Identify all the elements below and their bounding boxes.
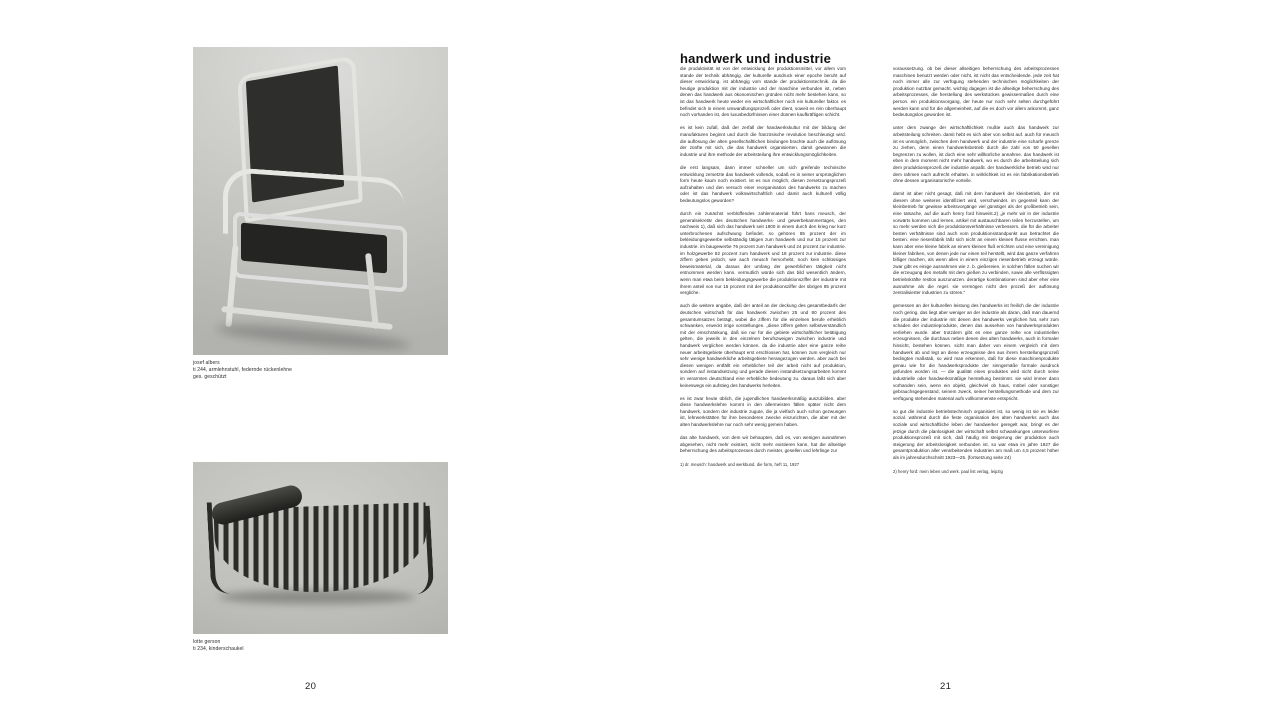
rocker-right-rail-shape [411, 506, 435, 595]
paragraph: damit ist aber nicht gesagt, daß mit dem handwerk der kleinbetrieb, der mit diesem ohne weiteres identifiziert wird, verschwindet. im gegenteil kann der kleinbetrieb für gewisse arbeitsvorgänge viel günstiger als der großbetrieb sein, eine tatsache, auf die auch henry ford hinweist.2) „je mehr wir in der industrie vorwärts kommen und lernen, artikel mit austauschbaren teilen herzustellen, um so mehr werden sich die produktionsverhältnisse verbessern. die für die arbeiter besten verhältnisse sind auch vom produktionsstandpunkt aus betrachtet die besten. eine riesenfabrik läßt sich nicht an einem kleinen flusse errichten. man kann aber eine kleine fabrik an einem kleinen fluß errichten und eine vereinigung kleiner fabriken, von denen jede nur einen teil herstellt, wird das ganze verfahren billiger machen, als wenn alles in einem einzigen riesenbetrieb erzeugt würde. zwar gibt es einige ausnahmen wie z. b. gießereien. in solchen fällen suchen wir die erzeugung des metalls mit dem gießen zu verbinden, sowie alle verflüssigten betriebskräfte restlos auszunutzen. derartige kombinationen sind aber eher eine ausnahme als die regel. sie vermögen nicht den prozeß der auflösung zentralisierter industrien zu stören.“ [893, 191, 1059, 296]
chair-front-leg-shape [225, 245, 238, 327]
childrens-rocker-photo [193, 462, 448, 634]
paragraph: es ist kein zufall, daß der zerfall der handwerkskultur mit der bildung der manufakturen beginnt und durch die französische revolution beschleunigt wird. die auflösung der alten gesellschaftlichen bindungen brachte auch die auflösung der zünfte mit sich, die das handwerk organisierten. damit gewannen die industrie und ihre methode der arbeitsteilung ihre entwicklungsmöglichkeiten. [680, 125, 846, 157]
paragraph: voraussetzung. ob bei dieser allseitigen beherrschung des arbeitsprozesses maschinen benutzt werden oder nicht, ist nicht das entscheidende. jede zeit hat noch immer alle zur verfügung stehenden technischen möglichkeiten der produktion nutzbar gemacht. wichtig dagegen ist die allseitige beherrschung des arbeitsprozesses, die herstellung des werkstückes gewissermaßen durch eine person. ein produktionsvorgang, der heute nur noch sehr selten durchgeführt werden kann und für die allgemeinheit, auf die es doch vor allem ankommt, ganz bedeutungslos geworden ist. [893, 66, 1059, 118]
paragraph: es ist zwar heute üblich, die jugendlichen handwerksmäßig auszubilden. aber diese handwerkslehre kommt in den allermeisten fällen später nicht dem handwerk, sondern der industrie zugute, die ja vielfach auch schon gezwungen ist, lehrwerkstätten für ihre besonderen zwecke einzurichten, die aber mit der alten handwerkslehre nur noch sehr wenig gemein haben. [680, 395, 846, 428]
paragraph: so gut die industrie betriebstechnisch organisiert ist, so wenig ist sie es leider sozial. während durch die feste organisation des alten handwerks auch das soziale und wirtschaftliche leben der handwerker geregelt war, bringt es der jetzige durch die planlosigkeit der wirtschaft selbst schwankungen unterworfene produktionsprozeß mit sich, daß häufig mit steigerung der produktion auch steigerung der arbeitslosigkeit verbunden ist. so war etwa im jahre 1927 die gesamtproduktion aller verarbeitenden industrien am maß um 4,5 prozent höher als im jahresdurchschnitt 1923—25. (fortsetzung seite 24) [893, 408, 1059, 461]
footnote-left: 1) dr. meusch: handwerk und werkbund. die form, heft 11, 1927 [680, 462, 800, 468]
paragraph: die erst langsam, dann immer schneller um sich greifende technische entwicklung zersetzte das handwerk vollends, sodaß es in seiner ursprünglichen form heute kaum noch existiert. ist es nun möglich, diesen zersetzungsprozeß aufzuhalten und den versuch einer reorganisation des handwerks zu machen oder ist das handwerk volkswirtschaftlich und damit auch kulturell völlig bedeutungslos geworden? [680, 164, 846, 203]
footnote-right: 2) henry ford: mein leben und werk. paul list verlag, leipzig [893, 468, 1003, 474]
paragraph: auch die weitere angabe, daß der anteil an der deckung des gesamtbedarfs der deutschen wirtschaft für das handwerk zwischen 25 und 80 prozent des gesamtumsatzes beträgt, wobei die ziffern für die einzelnen berufe erheblich schwanken, erweckt irrige vorstellungen. „diese ziffern gelten selbstverständlich mit der einschränkung, daß sie nur für die gebiete wirtschaftlicher betätigung gelten, die jeweils in den einzelnen berufszweigen zwischen industrie und handwerk verglichen werden können. da die industrie aber eine ganze reihe neuer arbeitsgebiete überhaupt erst erschlossen hat, können zum vergleich nur sehr wenige handwerkliche arbeitsgebiete herangezogen werden. aber auch bei diesen wenigen entfällt ein erheblicher teil der arbeit nicht auf produktion, sondern auf instandsetzung und gerade diesen instandsetzungsarbeiten kommt im verarmten deutschland eine erhebliche bedeutung zu. daraus läßt sich aber keineswegs ein aufstieg des handwerks herleiten. [680, 303, 846, 388]
caption-line: josef albers [193, 360, 220, 366]
paragraph: durch ein zunächst verblüffendes zahlenmaterial führt hans meusch, der generalsekretär des deutschen handwerks- und gewerbekammertages, den nachweis 1), daß sich das handwerk seit 1900 in einem durch den krieg nur kurz unterbrochenen aufschwung befindet. so gehören 85 prozent der im bekleidungsgewerbe selbständig tätigen zum handwerk und nur 15 prozent zur industrie. im baugewerbe 76 prozent zum handwerk und 24 prozent zur industrie. im holzgewerbe 82 prozent zum handwerk und 18 prozent zur industrie. diese ziffern geben jedoch, wie auch meusch hervorhebt, noch kein schlüssiges beweismaterial, da daraus der umfang der gewerblichen tätigkeit nicht entnommen werden kann. vermutlich würde sich das bild wesentlich ändern, wenn man etwa beim bekleidungsgewerbe die produktionsziffer der industrie mit ihrem anteil von nur 15 prozent mit der produktionsziffer der übrigen 85 prozent vergliche. [680, 211, 846, 296]
chair-seat-frame-shape [233, 211, 407, 292]
right-page [640, 0, 1280, 720]
paragraph: das alte handwerk, von dem wir behaupten, daß es, von wenigen ausnahmen abgesehen, nicht mehr existiert, nicht mehr existieren kann, hat die allseitige beherrschung des arbeitsprozesses durch meister, gesellen und lehrlinge zur [680, 435, 846, 454]
page-number-left: 20 [305, 681, 317, 692]
caption-line: ti 244, armlehnstuhl, federnde rückenlehne [193, 367, 292, 374]
article-title: handwerk und industrie [680, 50, 832, 66]
paragraph: die produktivität ist von der entwicklung der produktionsmittel, vor allem vom stande der technik abhängig. der kulturelle ausdruck einer epoche beruht auf dieser entwicklung. ist abhängig vom stande der produktionstechnik. da die heutige produktion mit der industrie und der maschine verbunden ist, neben denen das handwerk aus ökonomischen gründen nicht mehr bestehen kann, so ist das handwerk heute weder ein wirtschaftlicher noch ein kultureller faktor. es befindet sich in einem umwandlungsprozeß oder dient, soweit es rein überhaupt noch vorhanden ist, den luxusbedürfnissen einer dünnen kaufkräftigen schicht. [680, 66, 846, 118]
figure-rocker [193, 462, 448, 653]
caption-line: lotte gerson [193, 639, 221, 645]
armchair-photo [193, 47, 448, 355]
paragraph: unter dem zwange der wirtschaftlichkeit mußte auch das handwerk zur arbeitsteilung schreiten. damit hebt es sich aber von selbst auf. auch für meusch ist es unmöglich, zwischen dem handwerk und der industrie eine scharfe grenze zu ziehen, denn einen handwerksbetrieb durch die zahl von 50 gesellen begrenzen zu wollen, ist doch eine sehr willkürliche annahme. das handwerk ist eben in dem moment nicht mehr handwerk, wo es durch die arbeitsteilung sich dem produktionsprozeß der industrie anpaßt. der handwerkliche betrieb wird nur dem rahmen nach aufrecht erhalten. in wirklichkeit ist es ein fabrikationsbetrieb ohne dessen organisatorische vorteile. [893, 125, 1059, 184]
caption-line: ti 234, kinderschaukel [193, 646, 244, 653]
figure-armchair [193, 47, 448, 381]
text-column-right [893, 66, 1059, 475]
paragraph: gemessen an der kulturellen leistung des handwerks ist freilich die der industrie noch gering. das liegt aber weniger an der industrie als daran, daß man dauernd die produkte der industrie mit denen des handwerks verglichen hat, sehr zum schaden der industrieprodukte, denen das aussehen von handwerksprodukten verliehen wurde. aber trotzdem gibt es eine ganze reihe von industriellen erzeugnissen, die durchaus neben denen des alten handwerks, auch in formaler hinsicht, bestehen können. sicht man daher von einem vergleich mit dem handwerk ab und legt an diese erzeugnisse den aus ihrem herstellungsprozeß bedingten maßstab, so wird man erkennen, daß für diese maschinenprodukte genau wie für die handwerksprodukte der sinngemäße formale ausdruck gefunden worden ist. — die qualität eines produktes wird nicht durch seine industrielle oder handwerksmäßige herstellung bestimmt. sie wird immer dann vorhanden sein, wenn ein objekt, gleichviel ob haus, möbel oder sonstiger gebrauchsgegenstand, seinem zweck, seiner herstellungsmethode und dem zur verfügung stehenden material aufs vollkommenste entspricht. [893, 303, 1059, 401]
rocker-shadow-shape [219, 590, 415, 604]
text-column-left [680, 66, 846, 468]
page-number-right: 21 [940, 681, 952, 692]
figure-caption-armchair [193, 360, 448, 382]
caption-line: ges. geschützt [193, 374, 227, 381]
figure-caption-rocker [193, 639, 448, 653]
